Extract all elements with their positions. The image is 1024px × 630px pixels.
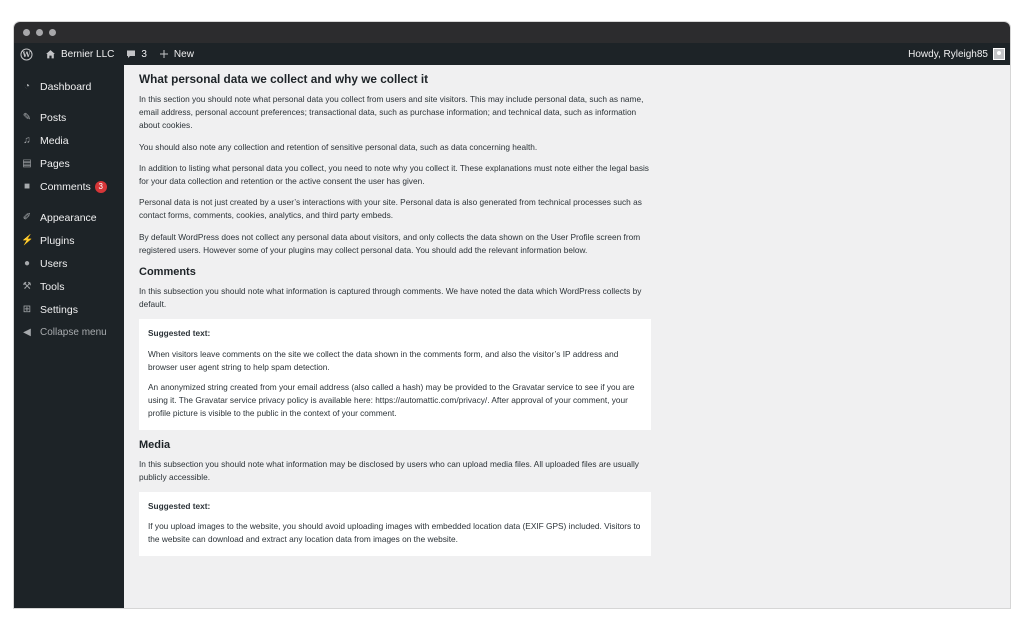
site-name: Bernier LLC — [61, 48, 115, 60]
sidebar-item-label: Collapse menu — [40, 327, 107, 338]
sidebar-item-label: Plugins — [40, 234, 75, 247]
intro-paragraph: By default WordPress does not collect any personal data about visitors, and only collects the data shown on the User Profile screen from registered users. However some of your plugins may collect personal data. You should add the relevant information below. — [139, 231, 641, 255]
sidebar-item-label: Tools — [40, 280, 65, 293]
intro-paragraph: You should also note any collection and retention of sensitive personal data, such as data concerning health. — [139, 141, 538, 152]
sidebar-item-dashboard[interactable] — [14, 75, 124, 98]
close-window-dot[interactable] — [23, 29, 30, 36]
sidebar-item-label: Comments — [40, 180, 91, 193]
new-content-button[interactable] — [159, 43, 194, 65]
admin-bar — [14, 43, 1010, 65]
section-title: What personal data we collect and why we collect it — [139, 72, 429, 86]
howdy-text: Howdy, Ryleigh85 — [908, 48, 988, 60]
suggested-paragraph: If you upload images to the website, you should avoid uploading images with embedded location data (EXIF GPS) included. Visitors to the website can download and extract any location data from images on the website. — [148, 521, 641, 545]
brush-icon: ✐ — [22, 212, 32, 223]
sidebar-item-label: Posts — [40, 111, 67, 124]
intro-paragraph: In this section you should note what personal data you collect from users and site visitors. This may include personal data, such as name, email address, personal account preferences; transactional data, such as purchase information; and technical data, such as information about cookies. — [139, 94, 644, 131]
suggested-paragraph: An anonymized string created from your email address (also called a hash) may be provided to the Gravatar service to see if you are using it. The Gravatar service privacy policy is available here: https://automattic.com/privacy/. After approval of your comment, your profile picture is visible to the public in the context of your comment. — [148, 382, 635, 419]
collapse-menu-button[interactable] — [14, 321, 124, 344]
account-menu[interactable] — [908, 48, 1005, 60]
comments-badge: 3 — [95, 181, 107, 193]
browser-window — [14, 22, 1010, 608]
new-label: New — [173, 48, 194, 60]
admin-sidebar — [14, 65, 124, 608]
wrench-icon: ⚒ — [22, 281, 32, 292]
sidebar-item-label: Settings — [40, 303, 78, 316]
media-heading: Media — [139, 438, 171, 451]
privacy-guide-content — [139, 65, 659, 608]
media-description: In this subsection you should note what information may be disclosed by users who can upload media files. All uploaded files are usually publicly accessible. — [139, 458, 639, 482]
sidebar-item-appearance[interactable] — [14, 206, 124, 229]
intro-paragraph: In addition to listing what personal data you collect, you need to note why you collect it. These explanations must note either the legal basis for your data collection and retention or the active consent the user has given. — [139, 162, 649, 187]
media-suggested-text-box[interactable] — [139, 492, 651, 556]
avatar — [993, 48, 1005, 60]
wordpress-logo-icon — [20, 48, 33, 61]
comments-description: In this subsection you should note what information is captured through comments. We have noted the data which WordPress collects by default. — [139, 286, 642, 310]
users-icon: ● — [23, 258, 31, 269]
comments-count: 3 — [141, 48, 147, 60]
sidebar-item-label: Dashboard — [40, 80, 92, 93]
comments-suggested-text-box[interactable] — [139, 319, 651, 429]
plus-icon — [159, 49, 169, 59]
settings-icon: ⊞ — [22, 304, 32, 315]
home-icon — [45, 49, 56, 60]
sidebar-item-posts[interactable] — [14, 106, 124, 129]
comments-heading: Comments — [139, 266, 196, 279]
sidebar-item-pages[interactable] — [14, 152, 124, 175]
dashboard-icon: ◔ — [23, 81, 31, 92]
sidebar-item-settings[interactable] — [14, 298, 124, 321]
plugin-icon: ⚡ — [21, 235, 34, 246]
comment-icon: ■ — [23, 181, 31, 192]
sidebar-item-label: Appearance — [40, 211, 97, 224]
window-titlebar — [14, 22, 1010, 43]
comments-link[interactable] — [126, 43, 147, 65]
pin-icon: ✎ — [22, 112, 32, 123]
sidebar-item-label: Pages — [40, 157, 70, 170]
sidebar-item-users[interactable] — [14, 252, 124, 275]
media-icon: ♫ — [23, 135, 31, 146]
wordpress-logo-button[interactable] — [20, 43, 33, 65]
suggested-text-label: Suggested text: — [148, 328, 211, 339]
sidebar-item-label: Media — [40, 134, 69, 147]
sidebar-item-label: Users — [40, 257, 68, 270]
pages-icon: ▤ — [22, 158, 32, 169]
maximize-window-dot[interactable] — [49, 29, 56, 36]
suggested-text-label: Suggested text: — [148, 501, 211, 512]
collapse-icon: ◀ — [23, 327, 31, 338]
sidebar-item-plugins[interactable] — [14, 229, 124, 252]
suggested-paragraph: When visitors leave comments on the site we collect the data shown in the comments form, and also the visitor’s IP address and browser user agent string to help spam detection. — [148, 348, 619, 372]
sidebar-item-comments[interactable] — [14, 175, 124, 198]
sidebar-item-tools[interactable] — [14, 275, 124, 298]
site-name-link[interactable] — [45, 43, 114, 65]
minimize-window-dot[interactable] — [36, 29, 43, 36]
svg-text:W: W — [22, 49, 31, 59]
intro-paragraph: Personal data is not just created by a user’s interactions with your site. Personal data is also generated from technical processes such as contact forms, comments, cookies, analytics, and third party embeds. — [139, 197, 642, 221]
comment-icon — [126, 49, 136, 59]
sidebar-item-media[interactable] — [14, 129, 124, 152]
